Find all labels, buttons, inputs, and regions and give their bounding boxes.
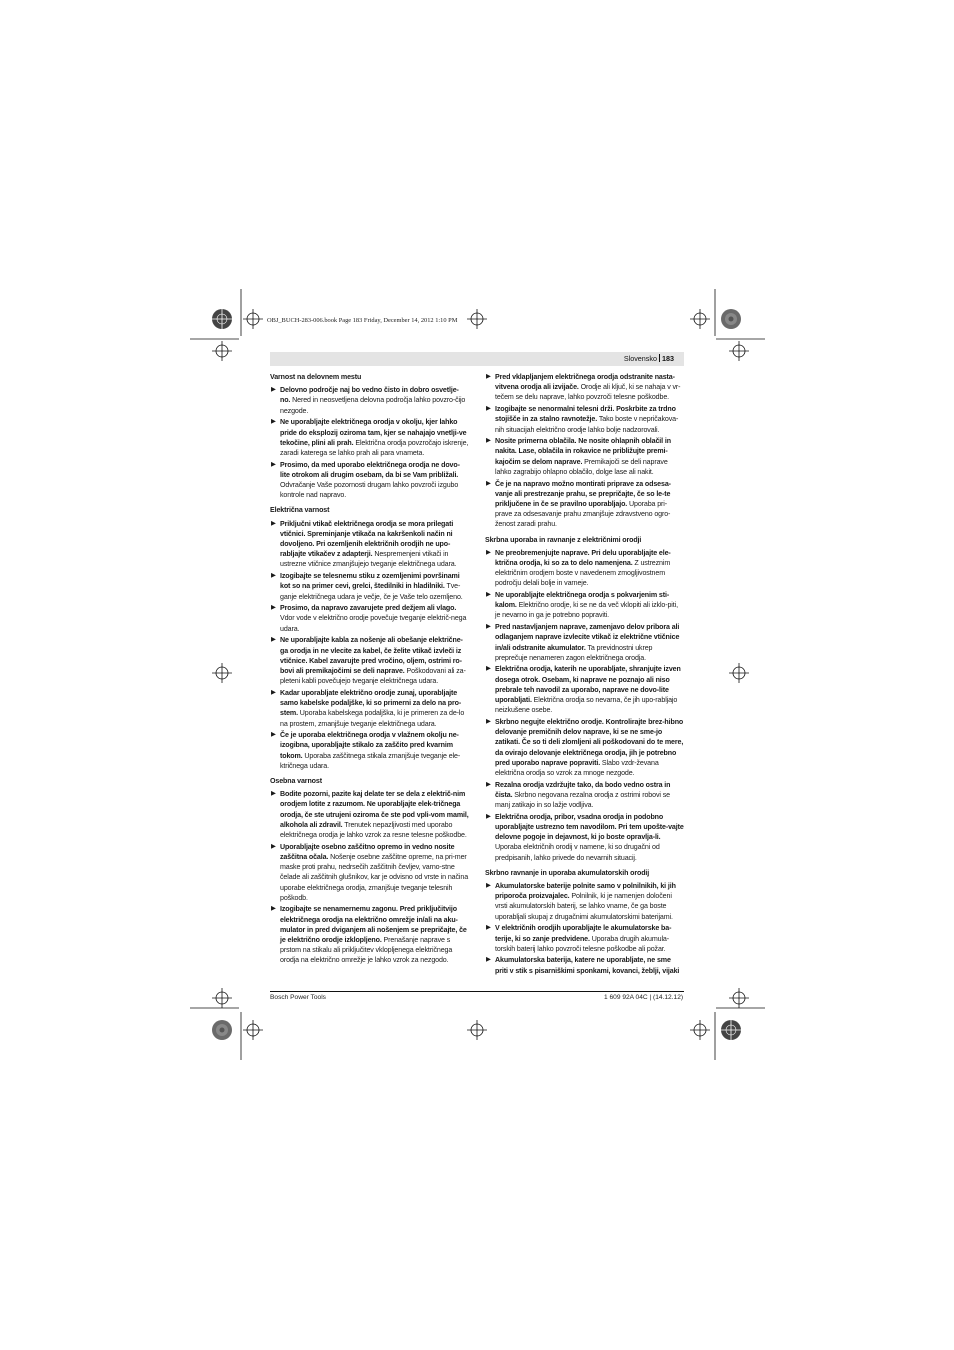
bullet-instruction: Če je uporaba električnega orodja v vlažnem okolju ne-izogibna, uporabljajte stikalo za zaščito pred kvarnim tokom. [280, 731, 459, 760]
bullet-instruction: Priključni vtikač električnega orodja se mora prilegati vtičnici. Spreminjanje vtikača na kakršenkoli način ni dovoljeno. Pri ozemljenih električnih orodjih ne upo-rabljajte vtikačev z adapterji. [280, 519, 454, 559]
left-column [270, 372, 469, 967]
bullet-triangle-icon: ▶ [271, 636, 276, 644]
bullet-triangle-icon: ▶ [486, 373, 491, 380]
running-header [270, 352, 684, 366]
bullet-triangle-icon: ▶ [271, 418, 276, 426]
section-heading: Varnost na delovnem mestu [270, 373, 362, 381]
crosshair-mid-right [729, 663, 749, 683]
bullet-item [270, 688, 469, 729]
footer-publisher: Bosch Power Tools [270, 994, 326, 1001]
bullet-instruction: Električna orodja, katerih ne uporabljate, shranjujte izven dosega otrok. Osebam, ki naprave ne poznajo ali niso prebrale teh navodil za uporabo, naprave ne dovo-lite uporabljati. [495, 665, 681, 705]
bullet-explanation: Uporaba kabelskega podaljška, ki je primeren za de-lo na prostem, zmanjšuje tveganje električnega udara. [280, 709, 465, 728]
bullet-triangle-icon: ▶ [486, 812, 491, 820]
bullet-instruction: Pred nastavljanjem naprave, zamenjavo delov pribora ali odlaganjem naprave izvlecite vtikač iz električne vtičnice in/ali odstranite akumulator. [495, 623, 680, 652]
bullet-triangle-icon: ▶ [271, 688, 276, 696]
bullet-item [270, 417, 469, 458]
bullet-explanation: Slabo vzdr-ževana električna orodja so vzrok za mnoge nezgode. [495, 758, 659, 778]
bullet-item [485, 780, 684, 811]
bullet-instruction: Izogibajte se nenamernemu zagonu. Pred priključitvijo električnega orodja na električno omrežje in/ali na aku-mulator in pred dviganjem ali nošenjem se prepričajte, če je električno orodje izklopljeno. [280, 905, 467, 945]
bullet-item [270, 519, 469, 570]
bullet-item [270, 842, 469, 903]
footer-doc-code: 1 609 92A 04C | (14.12.12) [604, 994, 684, 1001]
bullet-instruction: Akumulatorska baterija, katere ne uporabljate, ne sme priti v stik s pisarniškimi sponkami, kovanci, žeblji, vijaki [495, 956, 680, 975]
bullet-item [485, 590, 684, 621]
bullet-item [270, 730, 469, 771]
bullet-triangle-icon: ▶ [271, 790, 276, 798]
bullet-item [270, 603, 469, 634]
bullet-item [270, 460, 469, 501]
bullet-instruction: Ne uporabljajte električnega orodja s pokvarjenim sti-kalom. [495, 591, 670, 610]
bullet-item [485, 548, 684, 589]
bullet-explanation: Uporaba električnih orodij v namene, ki so drugačni od predpisanih, lahko privede do nevarnih situacij. [495, 843, 660, 862]
bullet-item [270, 635, 469, 686]
bullet-instruction: Izogibajte se nenormalni telesni drži. Poskrbite za trdno stojišče in za stalno ravnotežje. [495, 405, 676, 424]
bullet-explanation: Skrbno negovana rezalna orodja z ostrimi robovi se manj zatikajo in so lažje vodljiva. [495, 790, 670, 810]
registration-target-bottom-right [718, 1017, 744, 1043]
bullet-explanation: Z ustreznim električnim orodjem boste v navedenem zmogljivostnem področju delali bolje in varneje. [495, 558, 671, 588]
bullet-item [485, 622, 684, 663]
bullet-triangle-icon: ▶ [486, 665, 491, 673]
bullet-instruction: Ne preobremenjujte naprave. Pri delu uporabljajte ele-ktrična orodja, ki so za to delo namenjena. [495, 548, 671, 567]
bullet-item [485, 812, 684, 863]
bullet-instruction: Akumulatorske baterije polnite samo v polnilnikih, ki jih priporoča proizvajalec. [495, 882, 676, 901]
section-heading: Skrbno ravnanje in uporaba akumulatorskih orodij [485, 868, 650, 877]
bullet-explanation: Električna orodja so nevarna, če jih upo-rabljajo neizkušene osebe. [495, 696, 678, 715]
bullet-instruction: Skrbno negujte električno orodje. Kontrolirajte brez-hibno delovanje premičnih delov naprave, ki se ne sme-jo zatikati. Če so ti deli zlomljeni ali poškodovani do te mere, da ovirajo delovanje električnega orodja, jih je potrebno pred uporabo naprave popraviti. [495, 718, 684, 767]
registration-target-top-left [209, 306, 235, 332]
crosshair-top-inner-right [690, 309, 710, 329]
bullet-triangle-icon: ▶ [271, 460, 276, 468]
bullet-instruction: Rezalna orodja vzdržujte tako, da bodo vedno ostra in čista. [495, 780, 671, 799]
crosshair-side-top-right [729, 341, 749, 361]
bullet-instruction: Prosimo, da med uporabo električnega orodja ne dovo-lite otrokom ali drugim osebam, da bi se Vam približali. [280, 460, 460, 479]
bullet-explanation: Ta previdnostni ukrep preprečuje nenameren zagon električnega orodja. [495, 643, 653, 662]
bullet-triangle-icon: ▶ [486, 780, 491, 788]
bullet-explanation: Odvračanje Vaše pozornosti drugam lahko povzroči izgubo kontrole nad napravo. [280, 481, 459, 500]
bullet-instruction: Bodite pozorni, pazite kaj delate ter se dela z električ-nim orodjem lotite z razumom. Ne uporabljajte elek-tričnega orodja, če ste utrujeni oziroma če ste pod vpli-vom mamil, alkohola ali zdravil. [280, 790, 469, 829]
bullet-item [485, 717, 684, 778]
bullet-explanation: Uporaba drugih akumula-torskih baterij lahko povzroči telesne poškodbe ali požar. [495, 934, 669, 953]
bullet-explanation: Nespremenjeni vtikači in ustrezne vtičnice zmanjšujejo tveganje električnega udara. [280, 550, 457, 569]
bullet-triangle-icon: ▶ [486, 623, 491, 631]
footer-rule [270, 991, 684, 992]
bullet-explanation: Nered in neosvetljena delovna področja lahko povzro-čijo nezgode. [280, 396, 466, 415]
bullet-instruction: Uporabljajte osebno zaščitno opremo in vedno nosite zaščitna očala. [280, 842, 455, 861]
crosshair-top-inner-left [243, 309, 263, 329]
bullet-triangle-icon: ▶ [486, 924, 491, 932]
bullet-explanation: Električna orodja povzročajo iskrenje, zaradi katerega se lahko prah ali para vnameta. [280, 438, 469, 457]
crosshair-side-bottom-left [212, 988, 232, 1008]
bullet-triangle-icon: ▶ [486, 718, 491, 725]
crosshair-bottom-inner-right [690, 1020, 710, 1040]
bullet-triangle-icon: ▶ [486, 479, 491, 487]
crosshair-side-bottom-right [729, 988, 749, 1008]
bullet-triangle-icon: ▶ [271, 604, 276, 612]
header-text [624, 354, 674, 364]
bullet-explanation: Prenašanje naprave s prstom na stikalu ali priključitev vklopljenega električnega orodja na električno omrežje je lahko vzrok za nezgodo. [280, 936, 453, 965]
page-number: 183 [662, 354, 674, 363]
bullet-explanation: Električno orodje, ki se ne da več vklopiti ali izklo-piti, je nevarno in ga je potrebno popraviti. [495, 601, 678, 620]
crosshair-top-center [467, 309, 487, 329]
bullet-explanation: Trenutek nepazljivosti med uporabo električnega orodja je lahko vzrok za resne telesne poškodbe. [280, 820, 467, 840]
bullet-explanation: Orodje ali ključ, ki se nahaja v vr-tečem se delu naprave, lahko povzroči telesne poškodbe. [495, 383, 681, 402]
bullet-item [485, 664, 684, 715]
bullet-explanation: Premikajoči se deli naprave lahko zagrabijo ohlapno oblačilo, dolge lase ali nakit. [495, 457, 668, 476]
bullet-explanation: Polnilnik, ki je namenjen določeni vrsti akumulatorskih baterij, se lahko vname, če ga boste uporabljali skupaj z drugačnimi akumulatorskimi baterijami. [495, 892, 673, 921]
bullet-instruction: Če je na napravo možno montirati priprave za odsesa-vanje ali prestrezanje prahu, se prepričajte, če so le-te priključene in če se pravilno uporabljajo. [495, 479, 671, 508]
bullet-triangle-icon: ▶ [486, 882, 491, 890]
bullet-instruction: Kadar uporabljate električno orodje zunaj, uporabljajte samo kabelske podaljške, ki so primerni za delo na pro-stem. [280, 688, 462, 718]
print-slug: OBJ_BUCH-283-006.book Page 183 Friday, December 14, 2012 1:10 PM [267, 317, 458, 324]
crosshair-mid-left [212, 663, 232, 683]
bullet-item [485, 923, 684, 954]
crosshair-bottom-inner-left [243, 1020, 263, 1040]
bullet-triangle-icon: ▶ [271, 731, 276, 739]
bullet-triangle-icon: ▶ [486, 956, 491, 964]
bullet-item [485, 436, 684, 477]
bullet-item [485, 404, 684, 435]
bullet-item [270, 571, 469, 602]
bullet-instruction: Prosimo, da napravo zavarujete pred dežjem ali vlago. [280, 604, 457, 613]
bullet-triangle-icon: ▶ [271, 519, 276, 527]
crosshair-bottom-center [467, 1020, 487, 1040]
bullet-explanation: Tako boste v nepričakova-nih situacijah električno orodje lahko bolje nadzorovali. [495, 415, 679, 434]
header-section: Slovensko [623, 354, 657, 363]
crosshair-side-top-left [212, 341, 232, 361]
bullet-explanation: Vdor vode v električno orodje povečuje tveganje električ-nega udara. [280, 614, 467, 633]
bullet-explanation: Uporaba pri-prave za odsesavanje prahu zmanjšuje zdravstveno ogro-ženost zaradi prahu. [495, 499, 671, 529]
bullet-triangle-icon: ▶ [486, 591, 491, 599]
bullet-triangle-icon: ▶ [486, 548, 491, 556]
bullet-triangle-icon: ▶ [271, 386, 276, 394]
bullet-instruction: Pred vklapljanjem električnega orodja odstranite nasta-vitvena orodja ali izvijače. [495, 373, 675, 392]
bullet-item [270, 789, 469, 840]
bullet-item [270, 385, 469, 416]
bullet-triangle-icon: ▶ [271, 572, 276, 580]
bullet-instruction: Delovno področje naj bo vedno čisto in dobro osvetlje-no. [280, 386, 459, 405]
right-column [485, 372, 684, 977]
bullet-instruction: Nosite primerna oblačila. Ne nosite ohlapnih oblačil in nakita. Lase, oblačila in rokavice ne približujte premi-kajočim se delom naprave. [495, 437, 671, 466]
bullet-explanation: Nošenje osebne zaščitne opreme, na pri-mer maske proti prahu, nedrsečih zaščitnih čevljev, varno-stne čelade ali zaščitnih glušnikov, kar je odvisno od vrste in načina uporabe električnega orodja, zmanjšuje tveganje telesnih poškodb. [280, 852, 469, 902]
bullet-instruction: V električnih orodjih uporabljajte le akumulatorske ba-terije, ki so zanje predvidene. [495, 924, 672, 943]
bullet-explanation: Tve-ganje električnega udara je večje, če je Vaše telo ozemljeno. [280, 582, 463, 601]
bullet-item [485, 479, 684, 530]
bullet-item [485, 881, 684, 922]
bullet-triangle-icon: ▶ [486, 405, 491, 413]
bullet-triangle-icon: ▶ [271, 905, 276, 913]
bullet-item [270, 904, 469, 965]
color-target-top-right [721, 309, 741, 329]
section-heading: Skrbna uporaba in ravnanje z električnimi orodji [485, 535, 642, 544]
bullet-explanation: Uporaba zaščitnega stikala zmanjšuje tveganje ele-ktričnega udara. [280, 751, 461, 770]
color-target-bottom-left [212, 1020, 232, 1040]
header-separator [659, 354, 660, 362]
bullet-instruction: Izogibajte se telesnemu stiku z ozemljenimi površinami kot so na primer cevi, grelci, štedilniki in hladilniki. [280, 572, 460, 591]
bullet-triangle-icon: ▶ [271, 842, 276, 850]
bullet-item [485, 955, 684, 975]
bullet-instruction: Ne uporabljajte električnega orodja v okolju, kjer lahko pride do eksplozij oziroma tam, kjer se nahajajo vnetlji-ve tekočine, plini ali prah. [280, 418, 467, 447]
bullet-instruction: Električna orodja, pribor, vsadna orodja in podobno uporabljajte ustrezno tem navodilom. Pri tem upošte-vajte delovne pogoje in dejavnost, ki jo boste opravlja-li. [495, 812, 684, 842]
section-heading: Električna varnost [270, 506, 330, 515]
bullet-explanation: Poškodovani ali za-pleteni kabli povečujejo tveganje električnega udara. [280, 666, 466, 686]
bullet-triangle-icon: ▶ [486, 437, 491, 445]
bullet-instruction: Ne uporabljajte kabla za nošenje ali obešanje električne-ga orodja in ne vlecite za kabel, če želite vtikač izvleči iz vtičnice. Kabel zavarujte pred vročino, oljem, ostrimi ro-bovi ali premikajočimi se deli naprave. [280, 636, 463, 675]
bullet-item [485, 372, 684, 403]
section-heading: Osebna varnost [270, 777, 322, 786]
